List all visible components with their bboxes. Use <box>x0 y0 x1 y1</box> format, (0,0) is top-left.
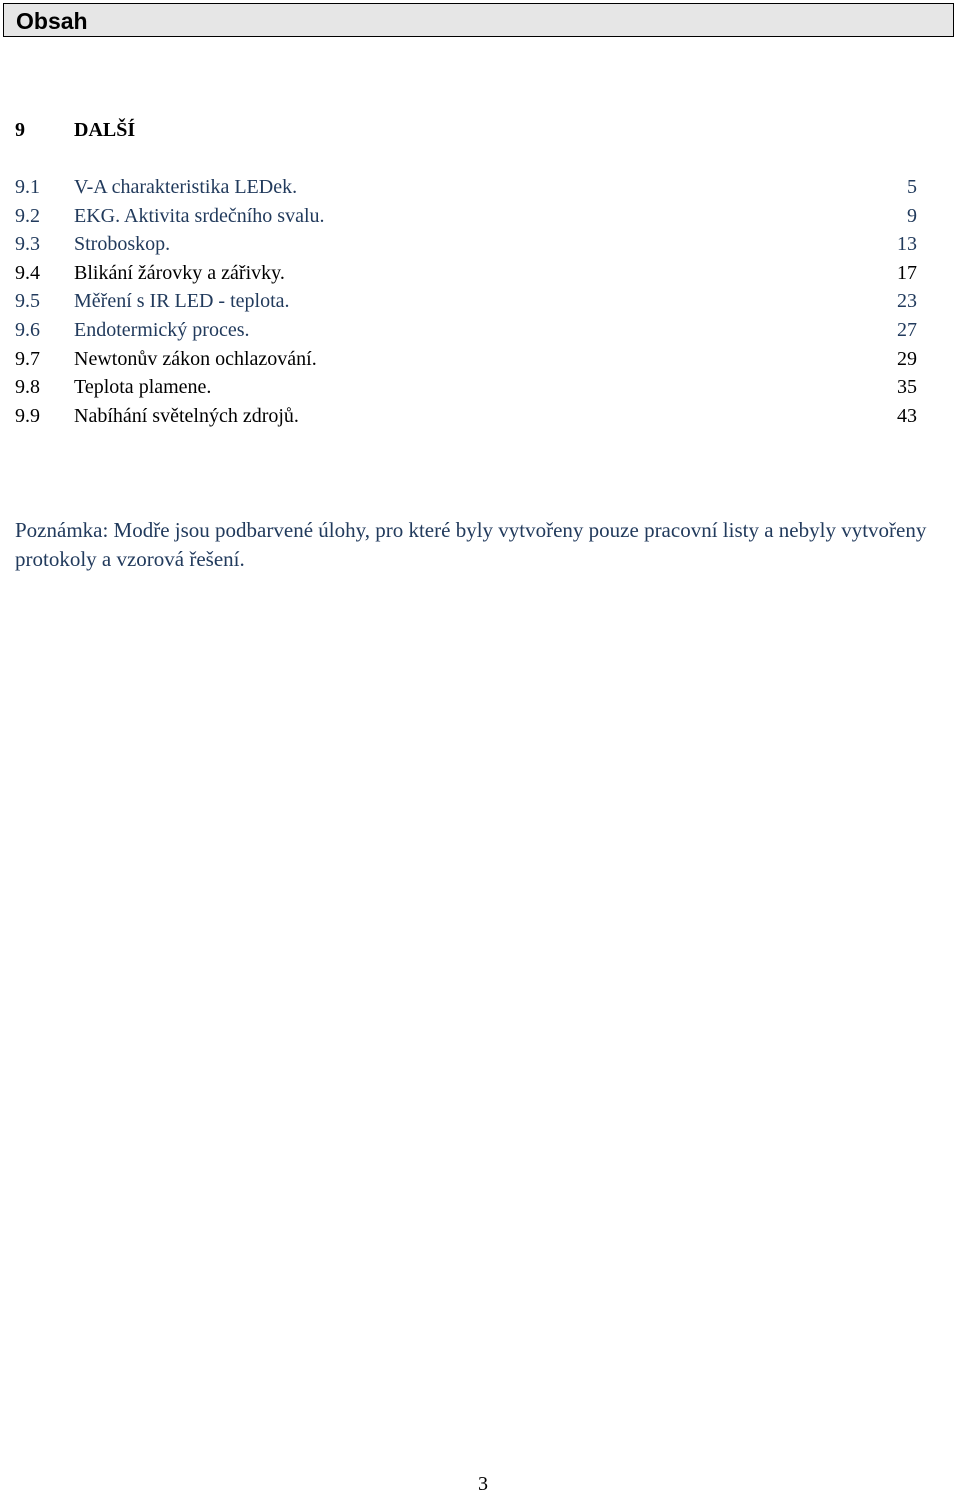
toc-entry-9-3[interactable] <box>15 231 920 260</box>
toc-entry-number: 9.8 <box>15 376 40 399</box>
toc-entry-page: 23 <box>897 290 917 313</box>
toc-entry-9-6[interactable] <box>15 317 920 346</box>
toc-entry-page: 43 <box>897 404 917 427</box>
toc-entry-title: Blikání žárovky a zářivky. <box>74 261 285 284</box>
chapter-title: DALŠÍ <box>74 119 136 141</box>
toc-entry-title: EKG. Aktivita srdečního svalu. <box>74 204 325 227</box>
toc-entry-page: 9 <box>907 204 917 227</box>
toc-entry-9-8[interactable] <box>15 374 920 403</box>
chapter-number: 9 <box>15 119 25 141</box>
toc-entry-page: 29 <box>897 347 917 370</box>
toc-entry-number: 9.7 <box>15 347 40 370</box>
note-paragraph: Poznámka: Modře jsou podbarvené úlohy, pro které byly vytvořeny pouze pracovní listy a nebyly vytvořeny protokoly a vzorová řešení. <box>15 518 927 571</box>
toc-entry-number: 9.9 <box>15 404 40 427</box>
toc-entry-9-4[interactable] <box>15 260 920 289</box>
toc-entry-title: Nabíhání světelných zdrojů. <box>74 404 299 427</box>
toc-entry-title: Newtonův zákon ochlazování. <box>74 347 317 370</box>
toc-entry-number: 9.6 <box>15 318 40 341</box>
toc-entry-page: 5 <box>907 176 917 198</box>
toc-entry-title: Stroboskop. <box>74 233 171 256</box>
toc-entry-page: 27 <box>897 318 917 341</box>
section-header-bar <box>3 3 954 37</box>
table-of-contents <box>15 174 920 431</box>
toc-entry-title: V-A charakteristika LEDek. <box>74 176 298 198</box>
toc-entry-9-7[interactable] <box>15 346 920 375</box>
toc-entry-title: Endotermický proces. <box>74 318 250 341</box>
toc-entry-page: 35 <box>897 376 917 399</box>
page-number: 3 <box>478 1473 488 1495</box>
toc-entry-number: 9.3 <box>15 233 40 256</box>
toc-entry-number: 9.4 <box>15 261 40 284</box>
toc-entry-number: 9.2 <box>15 204 40 227</box>
section-title: Obsah <box>16 8 88 34</box>
toc-entry-page: 17 <box>897 261 917 284</box>
toc-entry-9-2[interactable] <box>15 203 920 232</box>
toc-entry-9-9[interactable] <box>15 403 920 432</box>
toc-entry-number: 9.5 <box>15 290 40 313</box>
toc-entry-number: 9.1 <box>15 176 40 198</box>
toc-entry-title: Měření s IR LED - teplota. <box>74 290 290 313</box>
toc-entry-page: 13 <box>897 233 917 256</box>
toc-entry-9-5[interactable] <box>15 288 920 317</box>
toc-entry-title: Teplota plamene. <box>74 376 212 399</box>
toc-entry-9-1[interactable] <box>15 174 920 203</box>
